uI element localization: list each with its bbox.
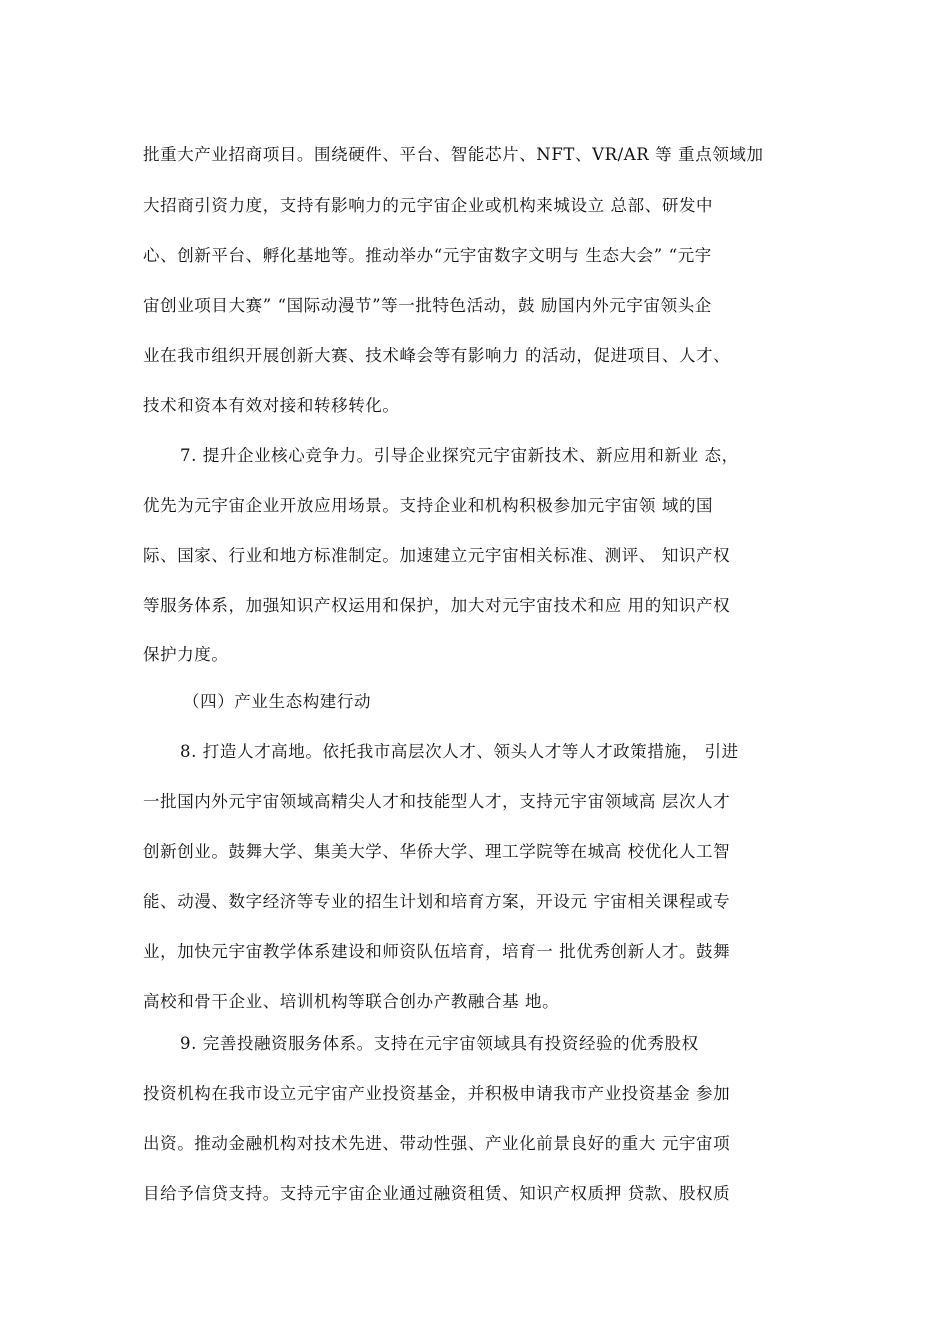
paragraph-line: 目给予信贷支持。支持元宇宙企业通过融资租赁、知识产权质押 贷款、股权质 [143,1184,731,1203]
paragraph-line: 际、国家、行业和地方标准制定。加速建立元宇宙相关标准、测评、 知识产权 [143,546,731,565]
paragraph-line: 7. 提升企业核心竞争力。引导企业探究元宇宙新技术、新应用和新业 态， [180,446,739,465]
paragraph-line: 大招商引资力度，支持有影响力的元宇宙企业或机构来城设立 总部、研发中 [143,196,714,215]
paragraph-line: 心、创新平台、孵化基地等。推动举办“元宇宙数字文明与 生态大会” “元宇 [143,246,712,265]
paragraph-line: 一批国内外元宇宙领域高精尖人才和技能型人才，支持元宇宙领域高 层次人才 [143,792,731,811]
paragraph-line: 投资机构在我市设立元宇宙产业投资基金，并积极申请我市产业投资基金 参加 [143,1084,731,1103]
paragraph-line: 能、动漫、数字经济等专业的招生计划和培育方案，开设元 宇宙相关课程或专 [143,892,731,911]
paragraph-line: 出资。推动金融机构对技术先进、带动性强、产业化前景良好的重大 元宇宙项 [143,1134,731,1153]
paragraph-line: 业，加快元宇宙教学体系建设和师资队伍培育，培育一 批优秀创新人才。鼓舞 [143,942,731,961]
section-heading: （四）产业生态构建行动 [183,692,372,711]
paragraph-line: 批重大产业招商项目。围绕硬件、平台、智能芯片、NFT、VR/AR 等 重点领域加 [143,145,764,164]
paragraph-line: 业在我市组织开展创新大赛、技术峰会等有影响力 的活动，促进项目、人才、 [143,346,731,365]
paragraph-line: 等服务体系，加强知识产权运用和保护，加大对元宇宙技术和应 用的知识产权 [143,596,731,615]
paragraph-line: 优先为元宇宙企业开放应用场景。支持企业和机构积极参加元宇宙领 域的国 [143,496,714,515]
paragraph-line: 宙创业项目大赛” “国际动漫节”等一批特色活动，鼓 励国内外元宇宙领头企 [143,296,712,315]
paragraph-line: 技术和资本有效对接和转移转化。 [143,396,400,415]
paragraph-line: 创新创业。鼓舞大学、集美大学、华侨大学、理工学院等在城高 校优化人工智 [143,842,731,861]
paragraph-line: 保护力度。 [143,645,229,664]
paragraph-line: 高校和骨干企业、培训机构等联合创办产教融合基 地。 [143,992,560,1011]
paragraph-line: 8. 打造人才高地。依托我市高层次人才、领头人才等人才政策措施， 引进 [180,742,739,761]
paragraph-line: 9. 完善投融资服务体系。支持在元宇宙领域具有投资经验的优秀股权 [180,1034,699,1053]
